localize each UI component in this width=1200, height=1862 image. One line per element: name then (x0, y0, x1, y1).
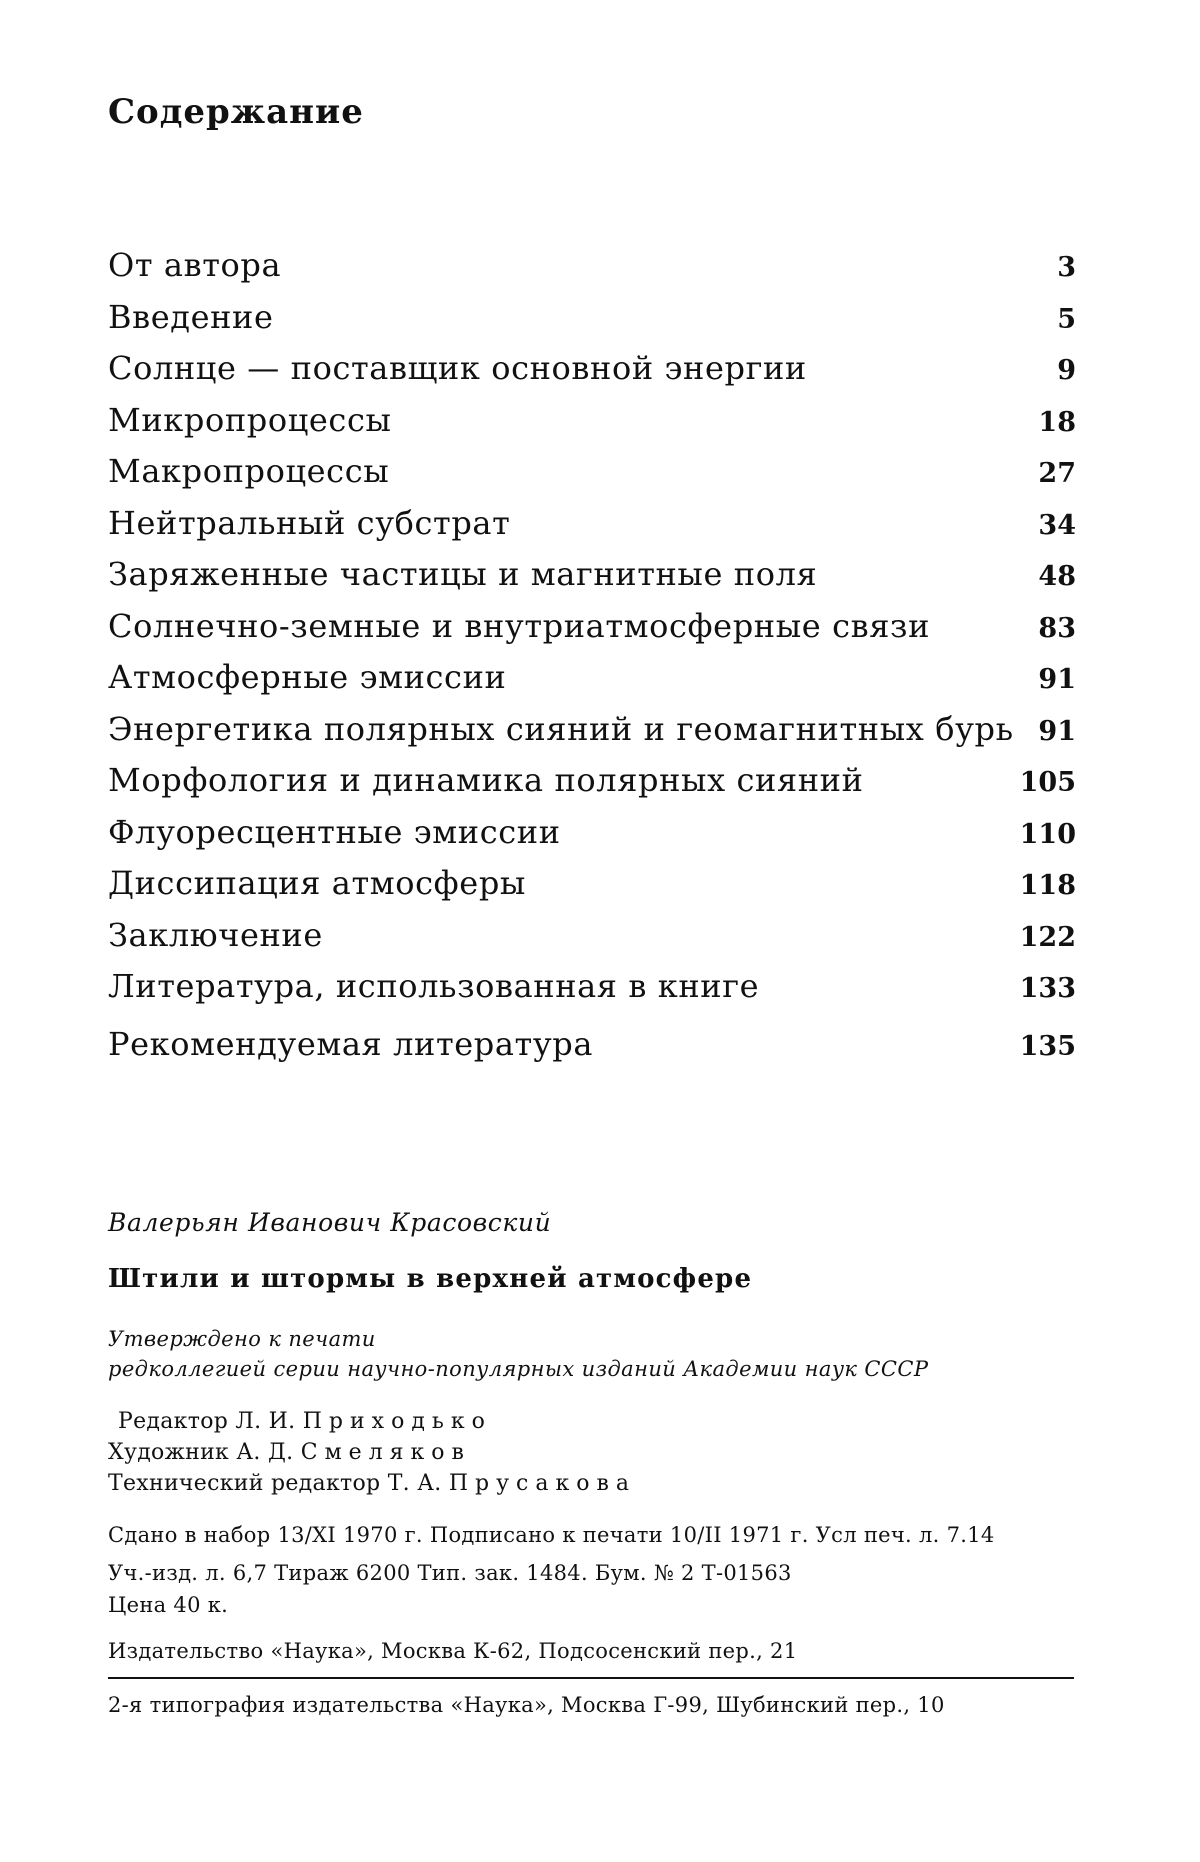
printer-line: 2-я типография издательства «Наука», Москва Г-99, Шубинский пер., 10 (108, 1693, 945, 1717)
editor-name: Приходько (302, 1409, 492, 1434)
toc-entry (108, 755, 1076, 807)
toc-title: Макропроцессы (108, 452, 390, 490)
toc-page: 3 (1057, 252, 1076, 283)
toc-page: 118 (1019, 870, 1076, 901)
table-of-contents (108, 240, 1076, 1070)
toc-entry (108, 446, 1076, 498)
toc-entry (108, 343, 1076, 395)
toc-title: Микропроцессы (108, 400, 392, 439)
toc-entry (108, 498, 1076, 550)
toc-entry (108, 910, 1076, 962)
spec-line: Сдано в набор 13/XI 1970 г. Подписано к печати 10/II 1971 г. Усл печ. л. 7.14 (108, 1523, 995, 1547)
toc-entry (108, 704, 1076, 756)
toc-page: 105 (1019, 767, 1076, 798)
tech-editor-line (108, 1468, 1076, 1499)
toc-title: Рекомендуемая литература (108, 1024, 594, 1063)
toc-entry (108, 807, 1076, 859)
toc-entry (108, 395, 1076, 447)
toc-title: Солнце — поставщик основной энергии (108, 349, 807, 387)
author-name: Валерьян Иванович Красовский (108, 1208, 552, 1237)
toc-title: От автора (108, 246, 282, 284)
contents-heading: Содержание (108, 92, 364, 132)
toc-title: Литература, использованная в книге (108, 967, 760, 1005)
toc-entry (108, 961, 1076, 1013)
editorial-staff (108, 1406, 1076, 1499)
toc-page: 9 (1057, 355, 1076, 386)
toc-entry (108, 549, 1076, 601)
toc-entry (108, 601, 1076, 653)
toc-title: Энергетика полярных сияний и геомагнитных бурь (108, 709, 1014, 748)
toc-page: 5 (1057, 303, 1076, 335)
artist-line (108, 1437, 1076, 1468)
toc-page: 91 (1038, 664, 1076, 695)
editor-line (108, 1406, 1076, 1437)
toc-entry (108, 858, 1076, 910)
toc-page: 83 (1038, 612, 1076, 644)
price: Цена 40 к. (108, 1593, 229, 1617)
toc-title: Диссипация атмосферы (108, 864, 526, 902)
toc-entry (108, 292, 1076, 344)
toc-page: 91 (1038, 715, 1076, 747)
toc-title: Нейтральный субстрат (108, 503, 511, 542)
colophon (108, 1208, 1076, 1717)
toc-page: 133 (1019, 973, 1076, 1004)
book-title: Штили и штормы в верхней атмосфере (108, 1264, 753, 1294)
toc-title: Заключение (108, 915, 323, 954)
approval-line: редколлегией серии научно-популярных изданий Академии наук СССР (108, 1357, 929, 1381)
divider (108, 1677, 1074, 1679)
toc-page: 18 (1038, 406, 1076, 438)
print-specs (108, 1519, 1076, 1621)
toc-entry (108, 240, 1076, 292)
approval-note (108, 1324, 1076, 1384)
spec-line: Уч.-изд. л. 6,7 Тираж 6200 Тип. зак. 1484. Бум. № 2 Т-01563 (108, 1561, 792, 1585)
toc-page: 122 (1019, 921, 1076, 953)
toc-page: 27 (1038, 458, 1076, 489)
publisher-line: Издательство «Наука», Москва К-62, Подсосенский пер., 21 (108, 1639, 798, 1663)
toc-title: Морфология и динамика полярных сияний (108, 761, 864, 799)
toc-title: Заряженные частицы и магнитные поля (108, 555, 818, 593)
toc-title: Солнечно-земные и внутриатмосферные связи (108, 606, 931, 645)
approval-line: Утверждено к печати (108, 1327, 376, 1351)
toc-title: Введение (108, 297, 274, 336)
toc-page: 48 (1038, 561, 1076, 592)
toc-page: 110 (1019, 818, 1076, 850)
artist-role: Художник А. Д. (108, 1440, 294, 1465)
toc-title: Флуоресцентные эмиссии (108, 812, 561, 851)
toc-entry (108, 652, 1076, 704)
artist-name: Смеляков (300, 1440, 471, 1465)
tech-editor-role: Технический редактор Т. А. (108, 1471, 442, 1496)
tech-editor-name: Прусакова (448, 1471, 636, 1496)
toc-page: 135 (1019, 1030, 1076, 1062)
editor-role: Редактор Л. И. (118, 1409, 296, 1434)
toc-title: Атмосферные эмиссии (108, 658, 507, 696)
toc-page: 34 (1038, 509, 1076, 541)
toc-entry (108, 1019, 1076, 1071)
